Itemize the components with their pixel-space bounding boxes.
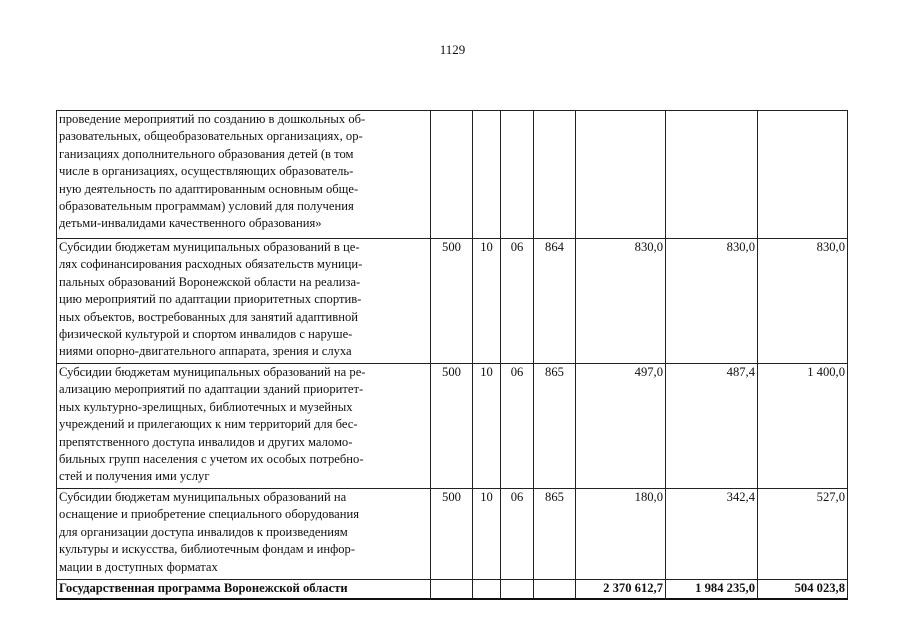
total-cell-empty bbox=[431, 580, 473, 600]
description-line: числе в организациях, осуществляющих образователь- bbox=[59, 164, 354, 179]
description-line: мации в доступных форматах bbox=[59, 559, 218, 574]
amount-3: 1 400,0 bbox=[758, 364, 848, 489]
description-line: учреждений и прилегающих к ним территорий для бес- bbox=[59, 417, 358, 432]
code-article: 06 bbox=[501, 239, 534, 364]
description-line: ниями опорно-двигательного аппарата, зрения и слуха bbox=[59, 344, 352, 359]
table-row bbox=[57, 111, 848, 239]
row-description bbox=[57, 111, 431, 239]
amount-3 bbox=[758, 111, 848, 239]
amount-1: 180,0 bbox=[576, 489, 666, 580]
description-line: физической культурой и спортом инвалидов с наруше- bbox=[59, 327, 353, 342]
description-line: пальных образований Воронежской области на реализа- bbox=[59, 274, 361, 289]
code-section bbox=[431, 111, 473, 239]
amount-1 bbox=[576, 111, 666, 239]
row-description bbox=[57, 489, 431, 580]
budget-table bbox=[56, 110, 848, 600]
amount-2 bbox=[666, 111, 758, 239]
description-line: лях софинансирования расходных обязательств муници- bbox=[59, 257, 363, 272]
total-amount-2: 1 984 235,0 bbox=[666, 580, 758, 600]
table-row bbox=[57, 489, 848, 580]
total-amount-1: 2 370 612,7 bbox=[576, 580, 666, 600]
description-line: Субсидии бюджетам муниципальных образований на bbox=[59, 490, 347, 504]
code-expense: 865 bbox=[534, 489, 576, 580]
description-line: для организации доступа инвалидов к произведениям bbox=[59, 524, 348, 539]
page-number: 1129 bbox=[439, 42, 466, 57]
description-line: ных объектов, востребованных для занятий адаптивной bbox=[59, 309, 359, 324]
code-expense bbox=[534, 111, 576, 239]
description-line: культуры и искусства, библиотечным фондам и инфор- bbox=[59, 542, 356, 557]
amount-2: 342,4 bbox=[666, 489, 758, 580]
total-description: Государственная программа Воронежской области bbox=[57, 580, 431, 600]
description-line: бильных групп населения с учетом их особых потребно- bbox=[59, 452, 364, 467]
total-row bbox=[57, 580, 848, 600]
description-line: разовательных, общеобразовательных организациях, ор- bbox=[59, 129, 363, 144]
amount-3: 830,0 bbox=[758, 239, 848, 364]
description-line: ганизациях дополнительного образования детей (в том bbox=[59, 146, 354, 161]
description-line: препятственного доступа инвалидов и других маломо- bbox=[59, 434, 353, 449]
code-section: 500 bbox=[431, 489, 473, 580]
total-cell-empty bbox=[534, 580, 576, 600]
total-amount-3: 504 023,8 bbox=[758, 580, 848, 600]
description-line: оснащение и приобретение специального оборудования bbox=[59, 507, 360, 522]
description-line: проведение мероприятий по созданию в дошкольных об- bbox=[59, 112, 366, 126]
description-line: Субсидии бюджетам муниципальных образований в це- bbox=[59, 240, 360, 254]
code-expense: 864 bbox=[534, 239, 576, 364]
description-line: цию мероприятий по адаптации приоритетных спортив- bbox=[59, 292, 362, 307]
description-line: ализацию мероприятий по адаптации зданий приоритет- bbox=[59, 382, 364, 397]
code-subsection bbox=[473, 111, 501, 239]
code-expense: 865 bbox=[534, 364, 576, 489]
table-row bbox=[57, 364, 848, 489]
description-line: стей и получения ими услуг bbox=[59, 469, 210, 484]
total-cell-empty bbox=[473, 580, 501, 600]
amount-3: 527,0 bbox=[758, 489, 848, 580]
row-description bbox=[57, 239, 431, 364]
amount-2: 830,0 bbox=[666, 239, 758, 364]
amount-1: 497,0 bbox=[576, 364, 666, 489]
description-line: ных культурно-зрелищных, библиотечных и музейных bbox=[59, 399, 353, 414]
total-cell-empty bbox=[501, 580, 534, 600]
code-section: 500 bbox=[431, 364, 473, 489]
code-article: 06 bbox=[501, 364, 534, 489]
amount-1: 830,0 bbox=[576, 239, 666, 364]
code-section: 500 bbox=[431, 239, 473, 364]
code-article bbox=[501, 111, 534, 239]
code-subsection: 10 bbox=[473, 364, 501, 489]
description-line: детьми-инвалидами качественного образования» bbox=[59, 216, 322, 231]
code-article: 06 bbox=[501, 489, 534, 580]
code-subsection: 10 bbox=[473, 489, 501, 580]
description-line: Субсидии бюджетам муниципальных образований на ре- bbox=[59, 365, 366, 379]
table-row bbox=[57, 239, 848, 364]
description-line: ную деятельность по адаптированным основным обще- bbox=[59, 181, 359, 196]
description-line: образовательным программам) условий для получения bbox=[59, 199, 354, 214]
row-description bbox=[57, 364, 431, 489]
amount-2: 487,4 bbox=[666, 364, 758, 489]
code-subsection: 10 bbox=[473, 239, 501, 364]
